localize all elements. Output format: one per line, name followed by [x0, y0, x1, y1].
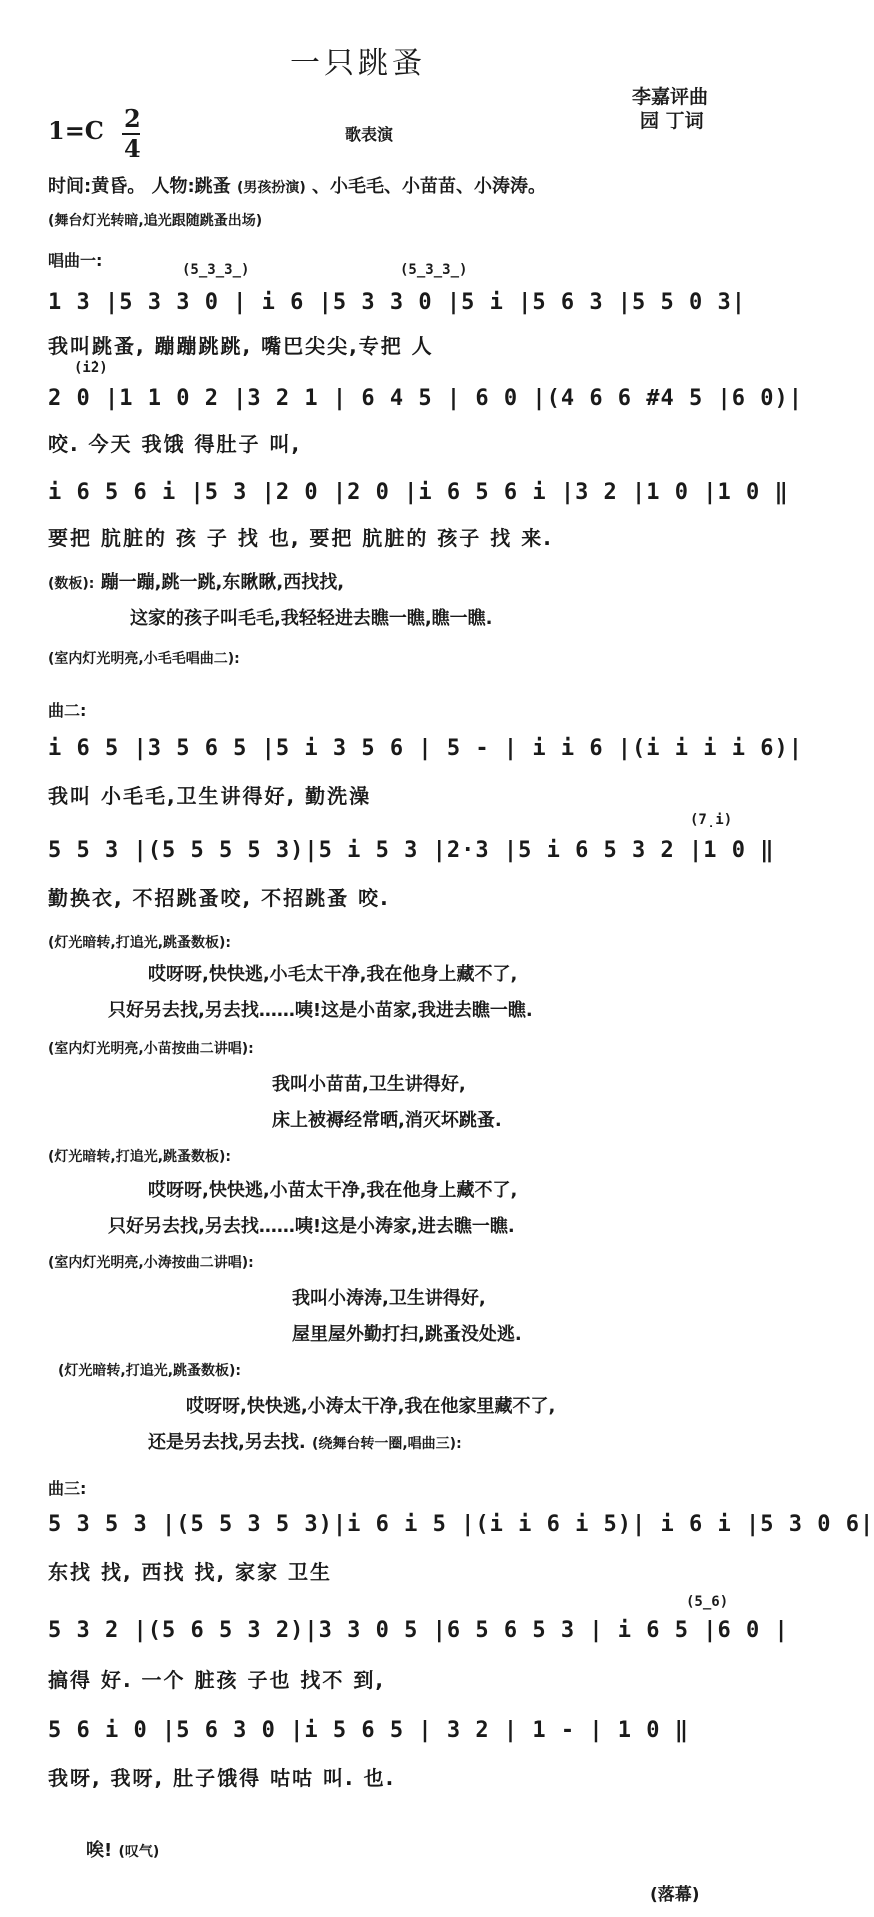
dialogue-5-line2-text: 还是另去找,另去找.: [148, 1432, 306, 1453]
role-note: (男孩扮演): [236, 180, 306, 196]
song2-lyrics-line1: 我叫 小毛毛,卫生讲得好, 勤洗澡: [48, 784, 372, 808]
song2-lyrics-line2: 勤换衣, 不招跳蚤咬, 不招跳蚤 咬.: [48, 886, 390, 910]
dialogue-1-line2: 只好另去找,另去找……咦!这是小苗家,我进去瞧一瞧.: [108, 1000, 533, 1021]
song3-notes-line2: 5 3 2 |(5 6 5 3 2)|3 3 0 5 |6 5 6 5 3 | i 6 5 |6 0 |: [48, 1618, 789, 1643]
dialogue-4-stage: (室内灯光明亮,小涛按曲二讲唱):: [48, 1255, 254, 1271]
speech1-label: (数板):: [48, 576, 95, 592]
song2-label: 曲二:: [48, 701, 87, 720]
song3-notes-line1: 5 3 5 3 |(5 5 3 5 3)|i 6 i 5 |(i i 6 i 5)| i 6 i |5 3 0 6|: [48, 1512, 874, 1537]
song1-lyrics-line3: 要把 肮脏的 孩 子 找 也, 要把 肮脏的 孩子 找 来.: [48, 526, 553, 550]
song3-lyrics-line2: 搞得 好. 一个 脏孩 子也 找不 到,: [48, 1668, 385, 1692]
time-denominator: 4: [124, 134, 141, 163]
song1-notes-line1: 1 3 |5 3 3 0 | i 6 |5 3 3 0 |5 i |5 6 3 |5 5 0 3|: [48, 290, 747, 315]
song2-notes-line2: 5 5 3 |(5 5 5 5 3)|5 i 5 3 |2·3 |5 i 6 5 3 2 |1 0 ‖: [48, 838, 775, 863]
song2-notes-line1: i 6 5 |3 5 6 5 |5 i 3 5 6 | 5 - | i i 6 |(i i i i 6)|: [48, 736, 803, 761]
dialogue-5-line1: 哎呀呀,快快逃,小涛太干净,我在他家里藏不了,: [186, 1396, 556, 1417]
speech1-text1: 蹦一蹦,跳一跳,东瞅瞅,西找找,: [100, 572, 345, 593]
song1-grace-1: (5̲3̲3̲): [182, 262, 250, 278]
info-line: [48, 172, 546, 198]
sigh-note: (叹气): [118, 1844, 160, 1860]
dialogue-5-stage: (灯光暗转,打追光,跳蚤数板):: [58, 1363, 242, 1379]
dialogue-4-line2: 屋里屋外勤打扫,跳蚤没处逃.: [292, 1324, 522, 1345]
dialogue-5-line2: [148, 1428, 462, 1454]
song1-grace-3: (i̇2): [74, 360, 108, 376]
dialogue-1-line1: 哎呀呀,快快逃,小毛太干净,我在他身上藏不了,: [148, 964, 518, 985]
genre-label: 歌表演: [345, 125, 394, 144]
ending-sigh: [86, 1836, 159, 1862]
key-signature: 1=C: [48, 116, 104, 145]
dialogue-5-line2-note: (绕舞台转一圈,唱曲三):: [311, 1436, 462, 1452]
lyricist-credit: 园 丁词: [640, 110, 704, 132]
song1-label: 唱曲一:: [48, 251, 103, 270]
dialogue-2-stage: (室内灯光明亮,小苗按曲二讲唱):: [48, 1041, 254, 1057]
song3-lyrics-line1: 东找 找, 西找 找, 家家 卫生: [48, 1560, 333, 1584]
dialogue-2-line2: 床上被褥经常晒,消灭坏跳蚤.: [272, 1110, 502, 1131]
speech1-line2: 这家的孩子叫毛毛,我轻轻进去瞧一瞧,瞧一瞧.: [130, 608, 493, 629]
sigh-text: 唉!: [86, 1840, 113, 1861]
dialogue-3-line1: 哎呀呀,快快逃,小苗太干净,我在他身上藏不了,: [148, 1180, 518, 1201]
song1-notes-line2: 2 0 |1 1 0 2 |3 2 1 | 6 4 5 | 6 0 |(4 6 6 #4 5 |6 0)|: [48, 386, 803, 411]
song3-label: 曲三:: [48, 1479, 87, 1498]
stage-direction-2: (室内灯光明亮,小毛毛唱曲二):: [48, 651, 240, 667]
dialogue-2-line1: 我叫小苗苗,卫生讲得好,: [272, 1074, 466, 1095]
speech1-line1: [48, 568, 344, 594]
other-characters: 、小毛毛、小苗苗、小涛涛。: [312, 176, 547, 197]
page-title: 一只跳蚤: [290, 46, 426, 81]
composer-credit: 李嘉评曲: [632, 86, 709, 108]
dialogue-3-stage: (灯光暗转,打追光,跳蚤数板):: [48, 1149, 232, 1165]
dialogue-1-stage: (灯光暗转,打追光,跳蚤数板):: [48, 935, 232, 951]
song3-lyrics-line3: 我呀, 我呀, 肚子饿得 咕咕 叫. 也.: [48, 1766, 396, 1790]
stage-direction-open: (舞台灯光转暗,追光跟随跳蚤出场): [48, 213, 263, 229]
song3-notes-line3: 5 6 i 0 |5 6 3 0 |i 5 6 5 | 3 2 | 1 - | 1 0 ‖: [48, 1718, 690, 1743]
song1-grace-2: (5̲3̲3̲): [400, 262, 468, 278]
song1-lyrics-line2: 咬. 今天 我饿 得肚子 叫,: [48, 432, 302, 456]
song1-notes-line3: i 6 5 6 i |5 3 |2 0 |2 0 |i 6 5 6 i |3 2 |1 0 |1 0 ‖: [48, 480, 789, 505]
time-people: 时间:黄昏。 人物:跳蚤: [48, 176, 231, 197]
time-numerator: 2: [124, 104, 141, 133]
dialogue-4-line1: 我叫小涛涛,卫生讲得好,: [292, 1288, 486, 1309]
dialogue-3-line2: 只好另去找,另去找……咦!这是小涛家,进去瞧一瞧.: [108, 1216, 515, 1237]
song1-lyrics-line1: 我叫跳蚤, 蹦蹦跳跳, 嘴巴尖尖,专把 人: [48, 334, 434, 358]
song3-grace: (5̲6): [686, 1594, 729, 1610]
curtain-fall: (落幕): [650, 1885, 700, 1905]
song2-grace: (7̣i): [690, 812, 733, 828]
